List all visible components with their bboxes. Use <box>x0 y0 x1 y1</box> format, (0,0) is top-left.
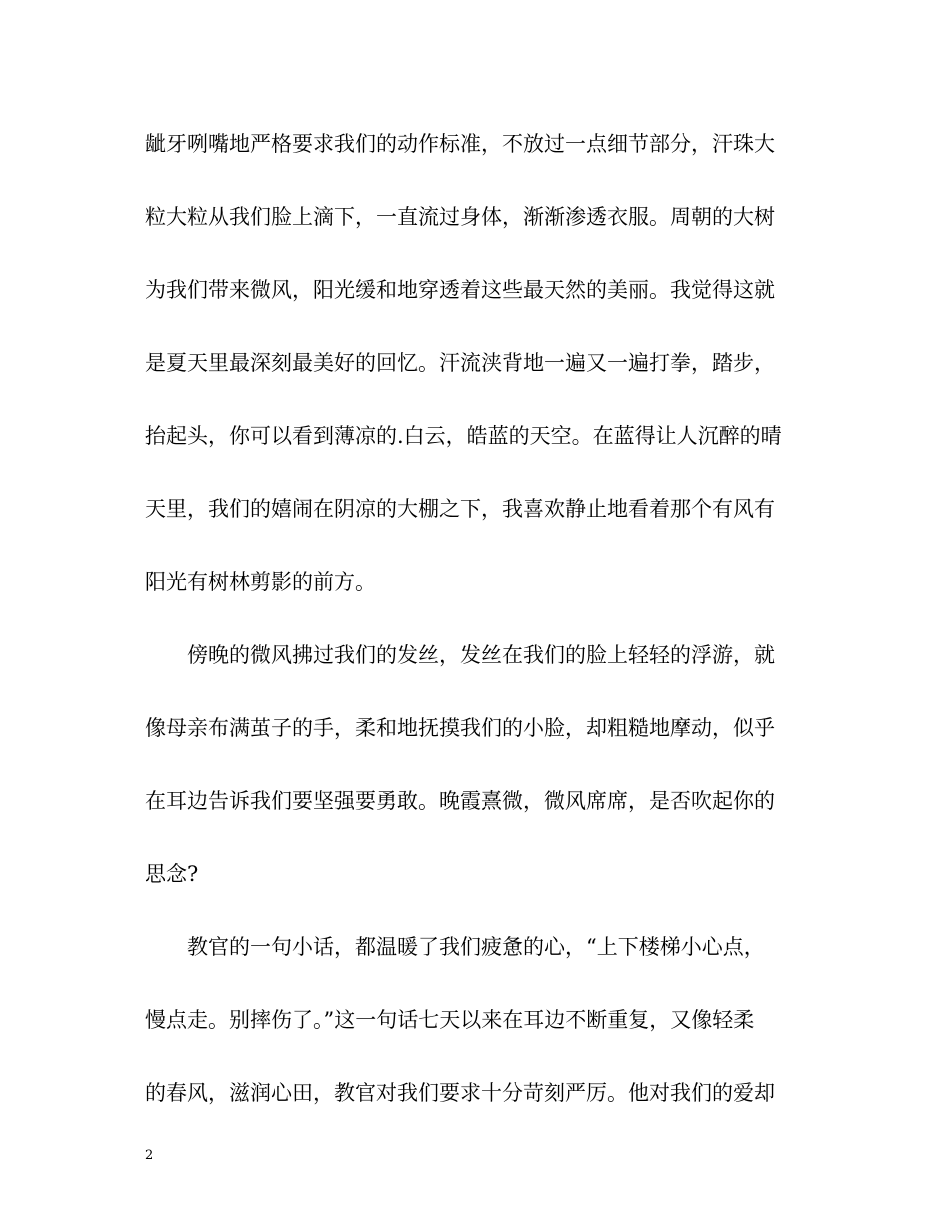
text-line-4: 是夏天里最深刻最美好的回忆。汗流浃背地一遍又一遍打拳，踏步， <box>145 351 775 375</box>
text-line-9: 像母亲布满茧子的手，柔和地抚摸我们的小脸，却粗糙地摩动，似乎 <box>145 716 775 740</box>
text-line-13: 慢点走。别摔伤了。”这一句话七天以来在耳边不断重复，又像轻柔 <box>145 1008 755 1032</box>
text-line-5: 抬起头，你可以看到薄凉的.白云，皓蓝的天空。在蓝得让人沉醉的晴 <box>145 424 782 448</box>
text-line-7: 阳光有树林剪影的前方。 <box>145 570 376 594</box>
text-line-11: 思念? <box>145 862 199 886</box>
text-line-2: 粒大粒从我们脸上滴下，一直流过身体，渐渐渗透衣服。周朝的大树 <box>145 205 775 229</box>
text-line-12: 教官的一句小话，都温暖了我们疲惫的心，“上下楼梯小心点， <box>145 935 765 959</box>
text-line-3: 为我们带来微风，阳光缓和地穿透着这些最天然的美丽。我觉得这就 <box>145 278 775 302</box>
text-line-6: 天里，我们的嬉闹在阴凉的大棚之下，我喜欢静止地看着那个有风有 <box>145 497 775 521</box>
text-line-14: 的春风，滋润心田，教官对我们要求十分苛刻严厉。他对我们的爱却 <box>145 1081 775 1105</box>
text-line-10: 在耳边告诉我们要坚强要勇敢。晚霞熹微，微风席席，是否吹起你的 <box>145 789 775 813</box>
text-line-8: 傍晚的微风拂过我们的发丝，发丝在我们的脸上轻轻的浮游，就 <box>145 643 775 667</box>
page-number: 2 <box>145 1148 154 1163</box>
text-line-1: 龇牙咧嘴地严格要求我们的动作标准，不放过一点细节部分，汗珠大 <box>145 132 775 156</box>
